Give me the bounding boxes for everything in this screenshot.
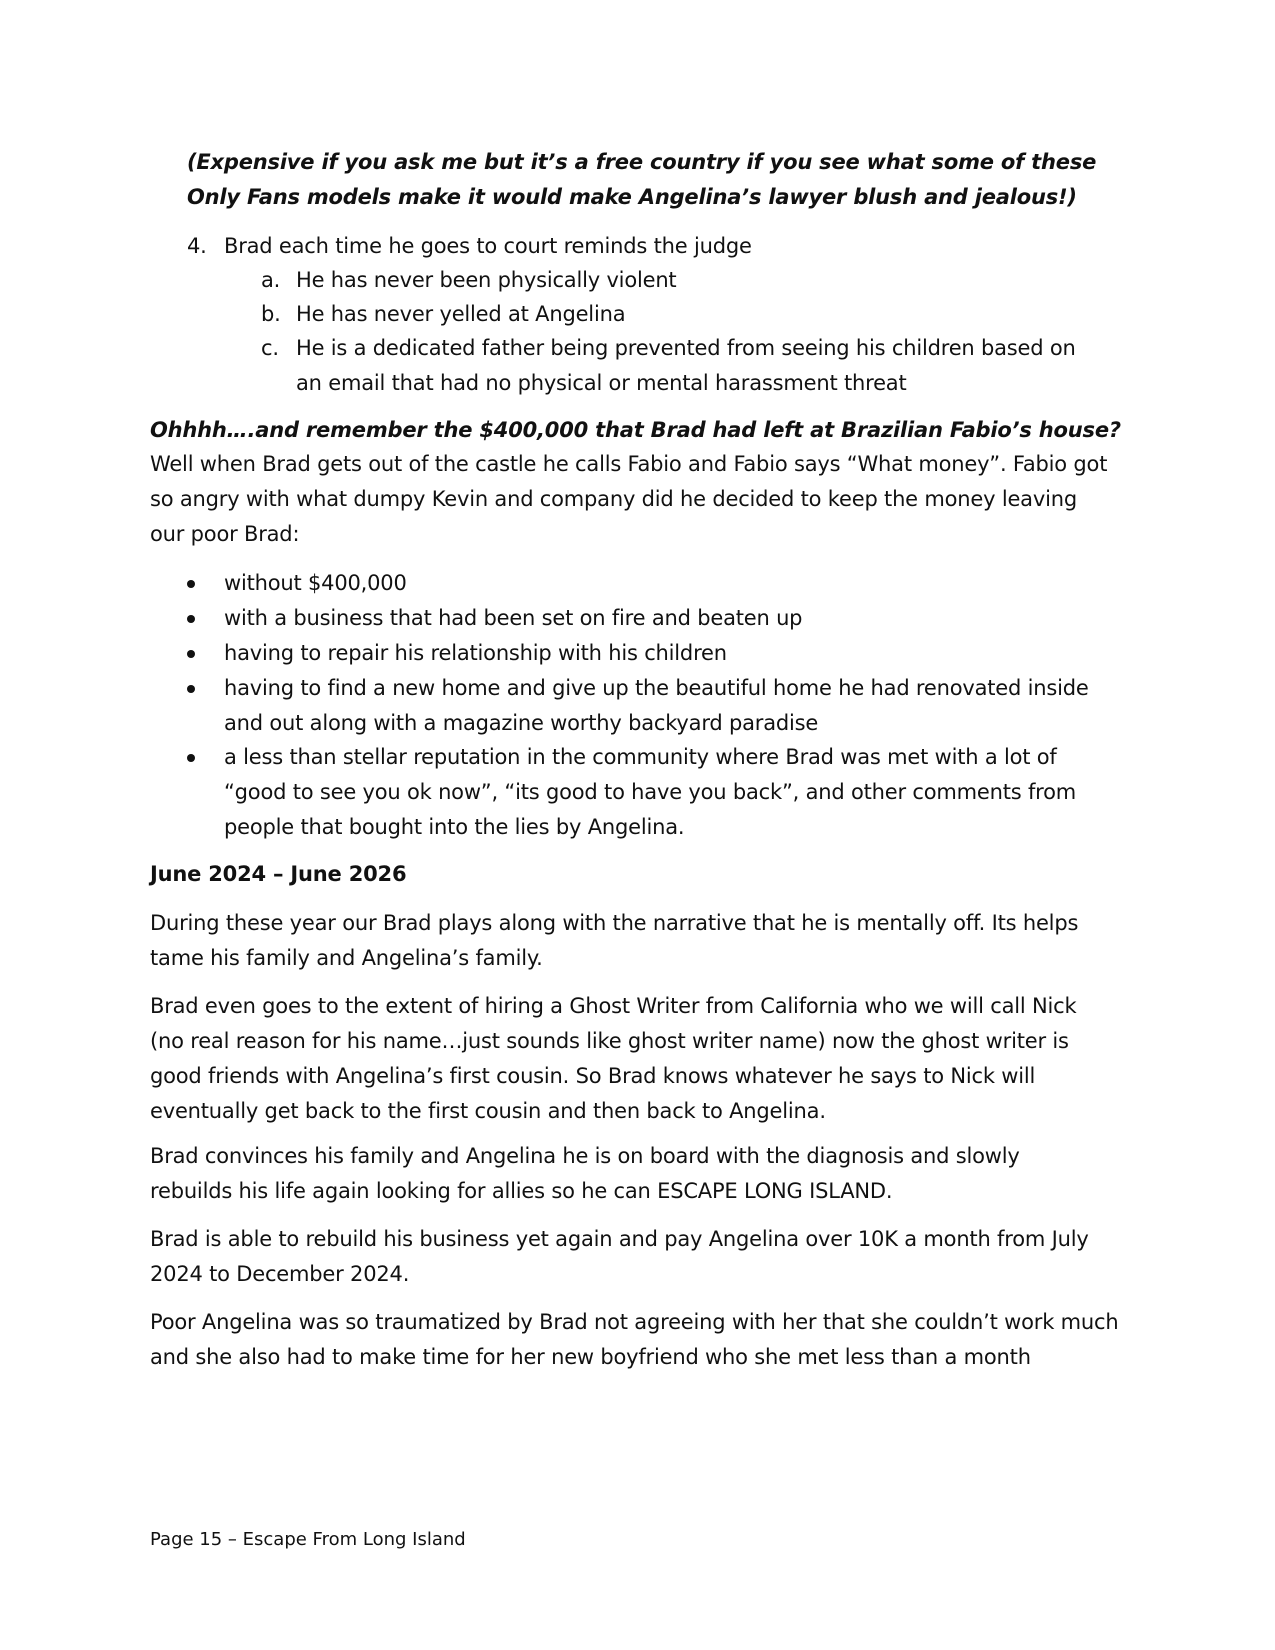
sub-list-item-text: He has never been physically violent [296, 268, 677, 292]
bullet-icon [187, 650, 195, 658]
page-footer: Page 15 – Escape From Long Island [150, 1529, 466, 1550]
sub-list-letter: a. [261, 268, 281, 292]
sub-list-item-text: He is a dedicated father being prevented from seeing his children based on an email that had no physical or mental harassment threat [296, 336, 1076, 395]
body-paragraph: During these year our Brad plays along with the narrative that he is mentally off. Its helps tame his family and Angelina’s family. [150, 911, 1079, 970]
bullet-icon [187, 685, 195, 693]
list-item-text: Brad each time he goes to court reminds the judge [224, 234, 752, 258]
section-heading: June 2024 – June 2026 [150, 862, 407, 886]
intro-note: (Expensive if you ask me but it’s a free country if you see what some of these Only Fans models make it would make Angelina’s lawyer blush and jealous!) [187, 150, 1097, 209]
sub-list-letter: b. [261, 302, 281, 326]
bullet-icon [187, 615, 195, 623]
bullet-text: having to repair his relationship with his children [224, 641, 727, 665]
bullet-icon [187, 580, 195, 588]
list-number: 4. [187, 234, 207, 258]
bullet-icon [187, 754, 195, 762]
body-paragraph: Brad is able to rebuild his business yet again and pay Angelina over 10K a month from July 2024 to December 2024. [150, 1227, 1089, 1286]
body-paragraph: Brad even goes to the extent of hiring a Ghost Writer from California who we will call Nick (no real reason for his name…just sounds like ghost writer name) now the ghost writer is good friends with Angelina’s first cousin. So Brad knows whatever he says to Nick will eventually get back to the first cousin and then back to Angelina. [150, 994, 1077, 1123]
bullet-text: a less than stellar reputation in the community where Brad was met with a lot of “good to see you ok now”, “its good to have you back”, and other comments from people that bought into the lies by Angelina. [224, 745, 1077, 839]
fabio-heading: Ohhhh….and remember the $400,000 that Brad had left at Brazilian Fabio’s house? [150, 418, 1121, 442]
body-paragraph: Brad convinces his family and Angelina he is on board with the diagnosis and slowly rebuilds his life again looking for allies so he can ESCAPE LONG ISLAND. [150, 1144, 1020, 1203]
bullet-text: with a business that had been set on fire and beaten up [224, 606, 803, 630]
fabio-paragraph: Well when Brad gets out of the castle he calls Fabio and Fabio says “What money”. Fabio got so angry with what dumpy Kevin and company did he decided to keep the money leaving our poor Brad: [150, 452, 1108, 546]
body-paragraph: Poor Angelina was so traumatized by Brad not agreeing with her that she couldn’t work much and she also had to make time for her new boyfriend who she met less than a month [150, 1310, 1119, 1369]
bullet-text: without $400,000 [224, 571, 407, 595]
bullet-text: having to find a new home and give up the beautiful home he had renovated inside and out along with a magazine worthy backyard paradise [224, 676, 1089, 735]
sub-list-letter: c. [261, 336, 279, 360]
sub-list-item-text: He has never yelled at Angelina [296, 302, 626, 326]
